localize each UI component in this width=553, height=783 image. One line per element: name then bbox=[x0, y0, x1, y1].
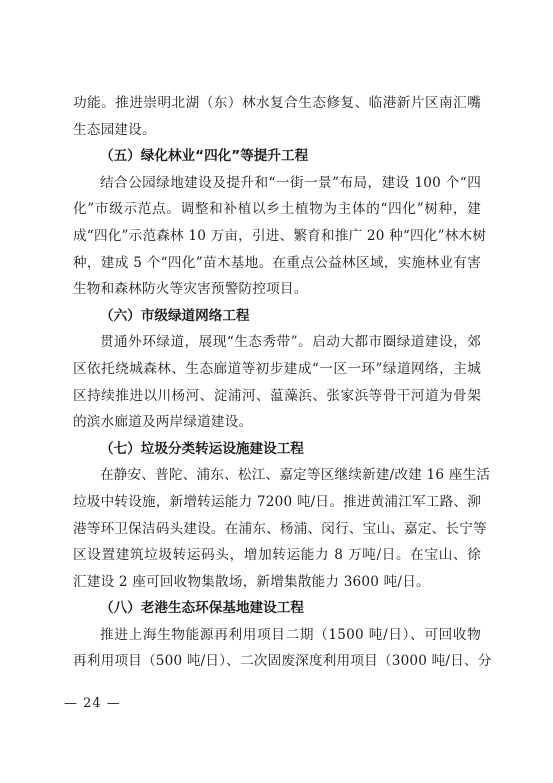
paragraph-line: 功能。推进崇明北湖（东）林水复合生态修复、临港新片区南汇嘴 bbox=[73, 95, 481, 111]
paragraph-line: 在静安、普陀、浦东、松江、嘉定等区继续新建/改建 16 座生活 bbox=[100, 467, 491, 484]
paragraph-line: 的滨水廊道及两岸绿道建设。 bbox=[73, 414, 253, 431]
paragraph-line: 区持续推进以川杨河、淀浦河、蕰藻浜、张家浜等骨干河道为骨架 bbox=[73, 387, 481, 404]
section-heading-6: （六）市级绿道网络工程 bbox=[100, 307, 250, 324]
paragraph-line: 区依托绕城森林、生态廊道等初步建成“一区一环”绿道网络，主城 bbox=[73, 360, 481, 377]
section-heading-8: （八）老港生态环保基地建设工程 bbox=[100, 600, 304, 617]
paragraph-line: 化”市级示范点。调整和补植以乡土植物为主体的“四化”树种，建 bbox=[73, 201, 481, 218]
paragraph-line: 港等环卫保洁码头建设。在浦东、杨浦、闵行、宝山、嘉定、长宁等 bbox=[73, 520, 487, 537]
paragraph-line: 种，建成 5 个“四化”苗木基地。在重点公益林区域，实施林业有害 bbox=[73, 254, 481, 271]
paragraph-line: 结合公园绿地建设及提升和“一街一景”布局，建设 100 个“四 bbox=[100, 174, 481, 191]
paragraph-line: 成“四化”示范森林 10 万亩，引进、繁育和推广 20 种“四化”林木树 bbox=[73, 227, 487, 244]
section-heading-5: （五）绿化林业“四化”等提升工程 bbox=[100, 148, 309, 165]
paragraph-line: 再利用项目（500 吨/日）、二次固废深度利用项目（3000 吨/日、分 bbox=[73, 653, 492, 670]
paragraph-line: 生物和森林防火等灾害预警防控项目。 bbox=[73, 281, 308, 298]
section-heading-7: （七）垃圾分类转运设施建设工程 bbox=[100, 440, 304, 457]
paragraph-line: 生态园建设。 bbox=[73, 121, 156, 138]
paragraph-line: 区设置建筑垃圾转运码头，增加转运能力 8 万吨/日。在宝山、徐 bbox=[73, 547, 481, 564]
page-number: — 24 — bbox=[64, 696, 121, 711]
document-body bbox=[73, 90, 492, 675]
paragraph-line: 垃圾中转设施，新增转运能力 7200 吨/日。推进黄浦江军工路、泖 bbox=[73, 493, 481, 510]
paragraph-line: 汇建设 2 座可回收物集散场，新增集散能力 3600 吨/日。 bbox=[73, 573, 430, 590]
paragraph-line: 推进上海生物能源再利用项目二期（1500 吨/日）、可回收物 bbox=[100, 626, 481, 643]
paragraph-line: 贯通外环绿道，展现“生态秀带”。启动大都市圈绿道建设，郊 bbox=[100, 334, 481, 351]
